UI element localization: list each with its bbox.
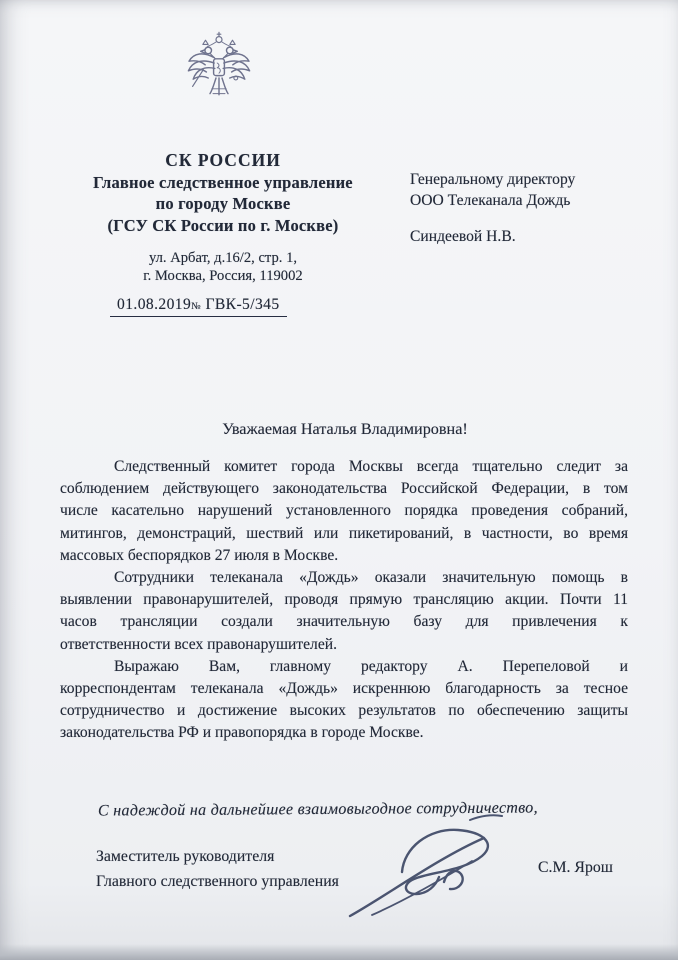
body-line: часов трансляции создали значительную базу для привлечения к	[60, 613, 628, 631]
letter-body	[60, 456, 628, 745]
body-line: выявлении правонарушителей, проводя прямую трансляцию акции. Почти 11	[60, 591, 628, 609]
org-abbr: (ГСУ СК России по г. Москве)	[107, 215, 339, 235]
signer-title-line: Главного следственного управления	[96, 873, 339, 890]
photo-bottom-edge	[0, 944, 678, 960]
signer-title-block	[96, 844, 339, 894]
body-paragraph	[60, 567, 628, 656]
org-name: СК РОССИИ	[165, 150, 281, 170]
addressee-org: ООО Телеканала Дождь	[410, 191, 571, 209]
body-line: соблюдением действующего законодательства Российской Федерации, в том	[60, 480, 628, 498]
body-line: законодательства РФ и правопорядка в городе Москве.	[60, 724, 424, 742]
valediction: С надеждой на дальнейшее взаимовыгодное сотрудничество,	[97, 799, 538, 820]
number-sign: №	[191, 301, 202, 312]
body-line: корреспондентам телеканала «Дождь» искреннюю благодарность за тесное	[60, 680, 628, 698]
body-line: числе касательно нарушений установленного порядка проведения собраний,	[60, 502, 628, 520]
body-line: массовых беспорядков 27 июля в Москве.	[60, 546, 339, 564]
signer-title-line: Заместитель руководителя	[96, 848, 275, 865]
letterhead-address	[48, 249, 398, 285]
body-line: ответственности всех правонарушителей.	[60, 635, 337, 653]
address-line: г. Москва, Россия, 119002	[143, 268, 303, 284]
salutation: Уважаемая Наталья Владимировна!	[222, 420, 468, 438]
body-line: Сотрудники телеканала «Дождь» оказали значительную помощь в	[114, 569, 628, 587]
body-line: сотрудничество и достижение высоких результатов по обеспечению защиты	[60, 702, 628, 720]
addressee-block	[410, 170, 575, 248]
handwritten-signature-icon	[342, 800, 537, 920]
signer-name: С.М. Ярош	[538, 859, 613, 876]
body-line: Выражаю Вам, главному редактору А. Перепеловой и	[114, 657, 628, 675]
addressee-name: Синдеевой Н.В.	[410, 228, 516, 245]
ref-number: ГВК-5/345	[205, 296, 280, 313]
addressee-title: Генеральному директору	[410, 171, 576, 188]
body-line: Следственный комитет города Москвы всегда тщательно следит за	[114, 458, 628, 475]
letterhead-org-block	[48, 150, 398, 236]
body-paragraph	[60, 656, 628, 745]
org-division: Главное следственное управление	[93, 172, 353, 192]
address-line: ул. Арбат, д.16/2, стр. 1,	[148, 250, 298, 266]
body-paragraph	[60, 456, 628, 567]
org-city: по городу Москве	[155, 194, 291, 213]
double-headed-eagle-icon	[183, 28, 255, 116]
body-line: митингов, демонстраций, шествий или пикетирований, в частности, во время	[60, 524, 628, 542]
letter-date: 01.08.2019	[117, 296, 192, 313]
date-ref-line	[110, 296, 287, 317]
